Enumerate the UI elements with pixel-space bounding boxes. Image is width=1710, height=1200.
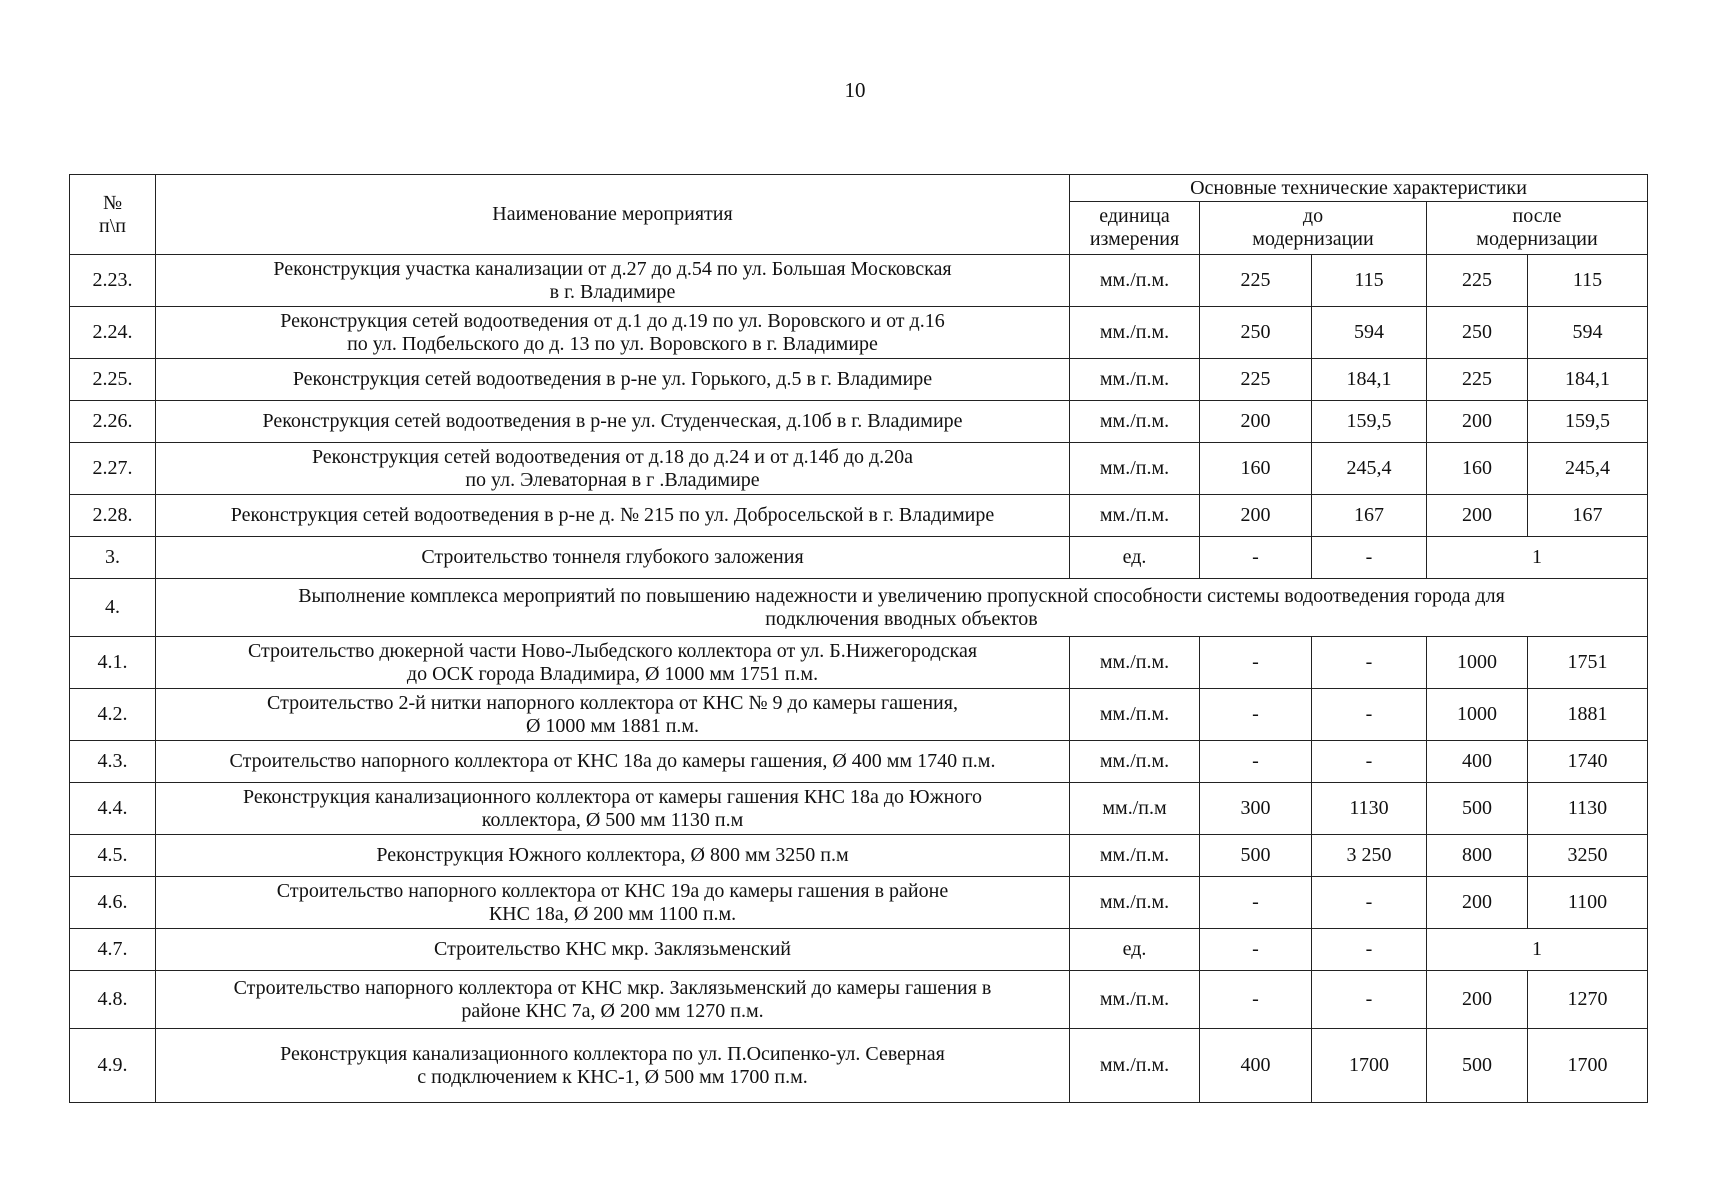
cell-after-diameter: 200: [1427, 495, 1528, 537]
cell-before-diameter: 400: [1200, 1029, 1312, 1103]
cell-after-length: 1130: [1528, 783, 1648, 835]
cell-unit: мм./п.м.: [1070, 689, 1200, 741]
cell-after-length: 184,1: [1528, 359, 1648, 401]
cell-num: 4.1.: [70, 637, 156, 689]
cell-after-length: 115: [1528, 255, 1648, 307]
cell-num: 4.2.: [70, 689, 156, 741]
cell-before-diameter: -: [1200, 689, 1312, 741]
cell-before-length: 159,5: [1312, 401, 1427, 443]
table-row: [70, 835, 1648, 877]
cell-unit: мм./п.м.: [1070, 255, 1200, 307]
cell-after-diameter: 500: [1427, 1029, 1528, 1103]
cell-before-diameter: 200: [1200, 401, 1312, 443]
cell-after-length: 594: [1528, 307, 1648, 359]
cell-after-length: 245,4: [1528, 443, 1648, 495]
cell-after-diameter: 500: [1427, 783, 1528, 835]
cell-unit: мм./п.м: [1070, 783, 1200, 835]
cell-name: Строительство напорного коллектора от КНС мкр. Заклязьменский до камеры гашения в районе КНС 7а, Ø 200 мм 1270 п.м.: [156, 971, 1070, 1029]
cell-unit: мм./п.м.: [1070, 307, 1200, 359]
cell-after-length: 1270: [1528, 971, 1648, 1029]
cell-before-length: 115: [1312, 255, 1427, 307]
cell-after-length: 167: [1528, 495, 1648, 537]
cell-before-length: -: [1312, 877, 1427, 929]
cell-unit: мм./п.м.: [1070, 741, 1200, 783]
cell-unit: мм./п.м.: [1070, 971, 1200, 1029]
header-name-text: Наименование мероприятия: [492, 203, 733, 225]
cell-after-diameter: 160: [1427, 443, 1528, 495]
cell-num: 4.: [70, 579, 156, 637]
cell-after-diameter: 1000: [1427, 689, 1528, 741]
table-row: [70, 783, 1648, 835]
cell-before-diameter: 225: [1200, 255, 1312, 307]
header-after: [1427, 202, 1648, 255]
cell-name: Реконструкция Южного коллектора, Ø 800 мм 3250 п.м: [156, 835, 1070, 877]
cell-after-length: 1881: [1528, 689, 1648, 741]
cell-before-diameter: -: [1200, 741, 1312, 783]
header-unit: [1070, 202, 1200, 255]
cell-after-merged: 1: [1427, 537, 1648, 579]
page-number: 10: [844, 78, 866, 102]
cell-num: 2.23.: [70, 255, 156, 307]
header-before-text: до модернизации: [1252, 205, 1374, 250]
table-row: [70, 929, 1648, 971]
cell-name: Строительство КНС мкр. Заклязьменский: [156, 929, 1070, 971]
cell-name: Реконструкция сетей водоотведения в р-не д. № 215 по ул. Добросельской в г. Владимире: [156, 495, 1070, 537]
cell-before-diameter: -: [1200, 637, 1312, 689]
cell-before-length: 245,4: [1312, 443, 1427, 495]
cell-before-diameter: 160: [1200, 443, 1312, 495]
table-row: [70, 401, 1648, 443]
cell-before-length: -: [1312, 929, 1427, 971]
cell-num: 4.5.: [70, 835, 156, 877]
cell-name: Реконструкция канализационного коллектора по ул. П.Осипенко-ул. Северная с подключением к КНС-1, Ø 500 мм 1700 п.м.: [156, 1029, 1070, 1103]
cell-after-length: 1751: [1528, 637, 1648, 689]
cell-unit: мм./п.м.: [1070, 443, 1200, 495]
table-row: [70, 537, 1648, 579]
header-num-text: № п\п: [99, 191, 126, 237]
cell-num: 4.7.: [70, 929, 156, 971]
cell-unit: мм./п.м.: [1070, 495, 1200, 537]
cell-before-diameter: 250: [1200, 307, 1312, 359]
table-row: [70, 255, 1648, 307]
cell-after-diameter: 225: [1427, 255, 1528, 307]
cell-before-length: 184,1: [1312, 359, 1427, 401]
cell-num: 2.27.: [70, 443, 156, 495]
cell-num: 4.4.: [70, 783, 156, 835]
cell-before-diameter: 500: [1200, 835, 1312, 877]
cell-name: Строительство напорного коллектора от КНС 18а до камеры гашения, Ø 400 мм 1740 п.м.: [156, 741, 1070, 783]
cell-name: Реконструкция сетей водоотведения от д.1 до д.19 по ул. Воровского и от д.16 по ул. Подбельского до д. 13 по ул. Воровского в г. Владимире: [156, 307, 1070, 359]
cell-section: Выполнение комплекса мероприятий по повышению надежности и увеличению пропускной способности системы водоотведения города для подключения вводных объектов: [156, 579, 1648, 637]
table-row: [70, 741, 1648, 783]
cell-name: Реконструкция сетей водоотведения в р-не ул. Студенческая, д.10б в г. Владимире: [156, 401, 1070, 443]
cell-before-length: -: [1312, 689, 1427, 741]
cell-unit: мм./п.м.: [1070, 1029, 1200, 1103]
cell-before-diameter: 225: [1200, 359, 1312, 401]
table-row: [70, 877, 1648, 929]
header-group: [1070, 175, 1648, 202]
cell-name: Реконструкция сетей водоотведения от д.18 до д.24 и от д.14б до д.20а по ул. Элеваторная в г .Владимире: [156, 443, 1070, 495]
cell-name: Строительство 2-й нитки напорного коллектора от КНС № 9 до камеры гашения, Ø 1000 мм 1881 п.м.: [156, 689, 1070, 741]
cell-after-length: 1740: [1528, 741, 1648, 783]
cell-after-diameter: 400: [1427, 741, 1528, 783]
cell-before-diameter: 300: [1200, 783, 1312, 835]
cell-after-length: 1700: [1528, 1029, 1648, 1103]
cell-num: 2.26.: [70, 401, 156, 443]
cell-unit: ед.: [1070, 537, 1200, 579]
cell-after-length: 159,5: [1528, 401, 1648, 443]
cell-after-diameter: 200: [1427, 401, 1528, 443]
cell-name: Реконструкция участка канализации от д.27 до д.54 по ул. Большая Московская в г. Владимире: [156, 255, 1070, 307]
cell-after-diameter: 250: [1427, 307, 1528, 359]
cell-before-diameter: -: [1200, 971, 1312, 1029]
cell-before-diameter: -: [1200, 537, 1312, 579]
table-row: [70, 579, 1648, 637]
cell-before-length: 594: [1312, 307, 1427, 359]
cell-before-length: -: [1312, 537, 1427, 579]
cell-after-diameter: 200: [1427, 877, 1528, 929]
cell-unit: мм./п.м.: [1070, 359, 1200, 401]
table-body: [70, 255, 1648, 1103]
cell-num: 2.28.: [70, 495, 156, 537]
table-row: [70, 495, 1648, 537]
cell-num: 4.6.: [70, 877, 156, 929]
header-group-text: Основные технические характеристики: [1190, 176, 1527, 199]
cell-after-length: 3250: [1528, 835, 1648, 877]
header-num: [70, 175, 156, 255]
cell-before-length: 1700: [1312, 1029, 1427, 1103]
header-unit-text: единица измерения: [1089, 205, 1180, 250]
cell-unit: мм./п.м.: [1070, 637, 1200, 689]
cell-unit: мм./п.м.: [1070, 835, 1200, 877]
cell-name: Строительство дюкерной части Ново-Лыбедского коллектора от ул. Б.Нижегородская до ОСК города Владимира, Ø 1000 мм 1751 п.м.: [156, 637, 1070, 689]
cell-num: 4.3.: [70, 741, 156, 783]
table-row: [70, 971, 1648, 1029]
cell-num: 4.8.: [70, 971, 156, 1029]
cell-name: Строительство напорного коллектора от КНС 19а до камеры гашения в районе КНС 18а, Ø 200 мм 1100 п.м.: [156, 877, 1070, 929]
cell-before-length: 3 250: [1312, 835, 1427, 877]
cell-num: 3.: [70, 537, 156, 579]
cell-before-length: 1130: [1312, 783, 1427, 835]
cell-name: Реконструкция сетей водоотведения в р-не ул. Горького, д.5 в г. Владимире: [156, 359, 1070, 401]
cell-after-merged: 1: [1427, 929, 1648, 971]
table-row: [70, 1029, 1648, 1103]
cell-after-diameter: 800: [1427, 835, 1528, 877]
cell-num: 2.24.: [70, 307, 156, 359]
cell-before-diameter: -: [1200, 877, 1312, 929]
cell-before-length: -: [1312, 741, 1427, 783]
cell-after-diameter: 200: [1427, 971, 1528, 1029]
table-row: [70, 359, 1648, 401]
cell-num: 4.9.: [70, 1029, 156, 1103]
table-row: [70, 307, 1648, 359]
cell-unit: ед.: [1070, 929, 1200, 971]
cell-after-diameter: 225: [1427, 359, 1528, 401]
table-row: [70, 637, 1648, 689]
header-before: [1200, 202, 1427, 255]
cell-unit: мм./п.м.: [1070, 401, 1200, 443]
cell-after-length: 1100: [1528, 877, 1648, 929]
cell-before-length: -: [1312, 971, 1427, 1029]
header-after-text: после модернизации: [1476, 205, 1598, 250]
cell-num: 2.25.: [70, 359, 156, 401]
cell-unit: мм./п.м.: [1070, 877, 1200, 929]
measures-table: [69, 174, 1648, 1103]
cell-before-diameter: 200: [1200, 495, 1312, 537]
cell-name: Реконструкция канализационного коллектора от камеры гашения КНС 18а до Южного коллектора, Ø 500 мм 1130 п.м: [156, 783, 1070, 835]
header-name: [156, 175, 1070, 255]
cell-before-length: 167: [1312, 495, 1427, 537]
cell-after-diameter: 1000: [1427, 637, 1528, 689]
header-row-top: [70, 175, 1648, 202]
table-row: [70, 689, 1648, 741]
table-row: [70, 443, 1648, 495]
cell-before-diameter: -: [1200, 929, 1312, 971]
cell-name: Строительство тоннеля глубокого заложения: [156, 537, 1070, 579]
cell-before-length: -: [1312, 637, 1427, 689]
